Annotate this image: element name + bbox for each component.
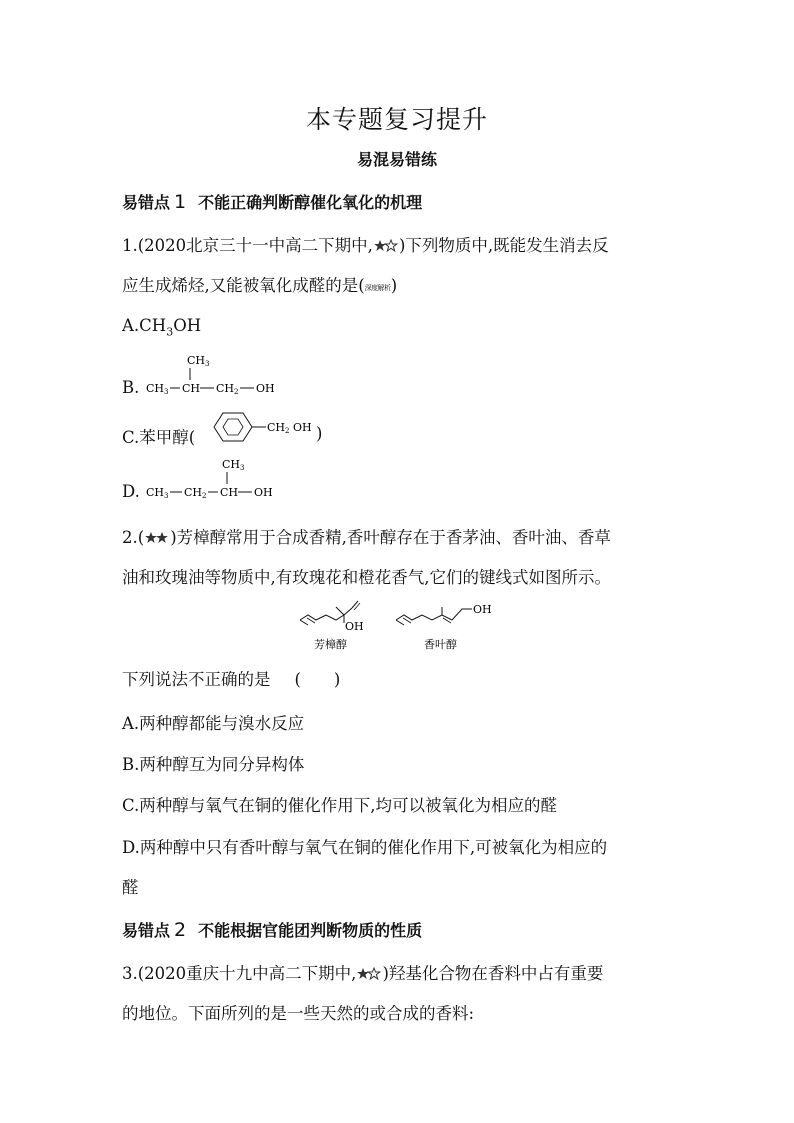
formula-main: CH [139, 316, 167, 335]
star-rating-icon [145, 531, 169, 545]
q1-option-b-label: B. [122, 378, 140, 397]
option-label: A. [122, 714, 140, 733]
q2-option-a [122, 710, 304, 734]
section-number: 1 [174, 191, 187, 213]
q3-source: (2020重庆十九中高二下期中, [137, 964, 357, 983]
chain-oh: OH [254, 486, 273, 499]
star-rating-icon [374, 239, 398, 253]
geraniol-name: 香叶醇 [424, 638, 457, 651]
q1-option-c-close: ) [316, 424, 323, 443]
option-label: C. [122, 428, 140, 447]
q2-skeletal-figure [296, 598, 496, 654]
section-label: 易错点 [122, 921, 171, 940]
q2-line-2: 油和玫瑰油等物质中,有玫瑰花和橙花香气,它们的键线式如图所示。 [122, 568, 611, 587]
q1-stem-line2: 应生成烯烃,又能被氧化成醛的是( [122, 276, 365, 295]
formula-subscript: 3 [166, 325, 174, 339]
q3-stem: 羟基化合物在香料中占有重要 [388, 964, 604, 983]
q2-question-text: 下列说法不正确的是 [122, 670, 271, 689]
q1-structure-b [142, 350, 292, 402]
chain-ch: CH [220, 486, 239, 499]
section-heading-1 [122, 190, 422, 213]
linalool-name: 芳樟醇 [314, 638, 347, 651]
section-heading-2 [122, 918, 422, 941]
q1-line-1 [122, 232, 609, 256]
q3-source-close: ) [382, 964, 389, 983]
option-text: 两种醇与氧气在铜的催化作用下,均可以被氧化为相应的醛 [139, 796, 558, 815]
q2-number: 2. [122, 528, 138, 547]
benzene-ring-structure [210, 410, 315, 444]
chain-ch3: CH3 [146, 382, 169, 396]
page-title: 本专题复习提升 [305, 105, 488, 134]
option-label: C. [122, 796, 140, 815]
q2-stem-line1: 芳樟醇常用于合成香精,香叶醇存在于香茅油、香叶油、香草 [176, 528, 611, 547]
q2-line-1 [122, 524, 611, 548]
q2-paren-close: ) [170, 528, 177, 547]
q2-option-d [122, 834, 607, 858]
option-text: 两种醇互为同分异构体 [139, 755, 305, 774]
geraniol-structure [396, 603, 492, 651]
q1-source-close: ) [398, 236, 406, 255]
ch2oh-group: CH2 OH [267, 421, 312, 435]
geraniol-oh: OH [473, 603, 492, 616]
section-title: 不能根据官能团判断物质的性质 [198, 921, 423, 940]
q1-option-a [122, 316, 201, 338]
branch-methyl: CH3 [187, 354, 210, 368]
q2-option-c [122, 792, 557, 816]
q2-option-d-continued: 醛 [122, 878, 139, 897]
chain-ch2: CH2 [184, 486, 207, 500]
q1-option-d-label: D. [122, 482, 140, 501]
chain-ch2: CH2 [216, 382, 239, 396]
section-label: 易错点 [122, 193, 171, 212]
page-subtitle: 易混易错练 [356, 150, 437, 169]
q1-option-c [122, 424, 195, 448]
section-number: 2 [174, 919, 187, 941]
chain-oh: OH [256, 382, 275, 395]
option-text: 苯甲醇( [139, 428, 196, 447]
q1-tag: 深度解析 [364, 284, 391, 292]
q2-answer-blank: ( ) [294, 670, 341, 689]
linalool-oh: OH [345, 620, 364, 633]
q1-structure-d [142, 454, 292, 506]
q1-stem: 下列物质中,既能发生消去反 [405, 236, 609, 255]
option-text: 两种醇中只有香叶醇与氧气在铜的催化作用下,可被氧化为相应的 [139, 838, 608, 857]
section-title: 不能正确判断醇催化氧化的机理 [198, 193, 423, 212]
option-label: A. [122, 316, 140, 335]
q3-line-1 [122, 960, 603, 984]
q1-stem-end: ) [390, 276, 398, 295]
q2-paren-open: ( [137, 528, 145, 547]
chain-ch3: CH3 [146, 486, 169, 500]
option-label: B. [122, 755, 140, 774]
q1-number: 1. [122, 236, 138, 255]
star-rating-icon [357, 967, 381, 981]
option-text: 两种醇都能与溴水反应 [139, 714, 305, 733]
q2-option-b [122, 751, 304, 775]
branch-methyl: CH3 [222, 458, 245, 472]
chain-ch: CH [182, 382, 201, 395]
q3-number: 3. [122, 964, 138, 983]
q1-line-2 [122, 272, 397, 296]
formula-tail: OH [173, 316, 202, 335]
q2-question [122, 666, 340, 690]
q1-source: (2020北京三十一中高二下期中, [137, 236, 373, 255]
q3-line-2: 的地位。下面所列的是一些天然的或合成的香料: [122, 1004, 475, 1023]
option-label: D. [122, 838, 140, 857]
linalool-structure [300, 601, 364, 651]
